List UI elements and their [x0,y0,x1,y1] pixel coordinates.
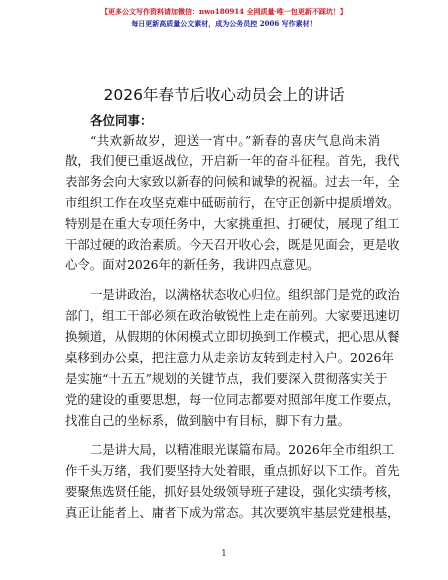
page-number: 1 [221,549,227,559]
paragraph-2-line: 一是讲政治，以满格状态收心归位。组织部门是党的政治 [90,287,400,302]
paragraph-2-line: 桌移到办公桌，把注意力从走亲访友转到走村入户。2026年 [65,350,394,365]
salutation: 各位同事： [90,113,153,128]
paragraph-3-line: 要聚焦选贤任能，抓好县处级领导班子建设，强化实绩考核， [65,484,400,499]
promo-banner-line-1: 【更多公文写作资料请加微信：nwo180914 全网质量·唯一包更新不踩坑！】 [101,7,347,16]
paragraph-1-line: 表部务会向大家致以新春的问候和诚挚的祝福。过去一年，全 [65,174,400,189]
paragraph-2-line: 是实施“十五五”规划的关键节点，我们要深入贯彻落实关于 [65,371,388,386]
paragraph-1-line: 心令。面对2026年的新任务，我讲四点意见。 [65,257,320,272]
paragraph-2-line: 换频道，从假期的休闲模式立即切换到工作模式，把心思从餐 [65,329,400,344]
paragraph-2-line: 党的建设的重要思想，每一位同志都要对照部年度工作要点， [65,392,400,407]
paragraph-3-line: 二是讲大局，以精准眼光谋篇布局。2026年全市组织工 [90,442,395,457]
paragraph-1-line: 特别是在重大专项任务中，大家挑重担、打硬仗，展现了组工 [65,216,400,231]
paragraph-3-line: 真正让能者上、庸者下成为常态。其次要筑牢基层党建根基， [65,505,400,520]
paragraph-1-line: 散，我们便已重返战位，开启新一年的奋斗征程。首先，我代 [65,153,400,168]
paragraph-2-line: 部门，组工干部必须在政治敏锐性上走在前列。大家要迅速切 [65,308,400,323]
paragraph-1-line: 市组织工作在攻坚克难中砥砺前行，在守正创新中提质增效。 [65,195,400,210]
paragraph-1-line: “共欢新故岁，迎送一宵中。”新春的喜庆气息尚未消 [90,133,380,148]
paragraph-1-line: 干部过硬的政治素质。今天召开收心会，既是见面会，更是收 [65,237,400,252]
paragraph-3-line: 作千头万绪，我们要坚持大处着眼，重点抓好以下工作。首先 [65,463,400,478]
promo-banner-line-2: 每日更新高质量公文素材，成为公务员控 2006 写作素材！ [131,19,317,28]
paragraph-2-line: 找准自己的坐标系，做到脑中有目标，脚下有力量。 [65,413,350,428]
document-title: 2026年春节后收心动员会上的讲话 [103,86,345,104]
